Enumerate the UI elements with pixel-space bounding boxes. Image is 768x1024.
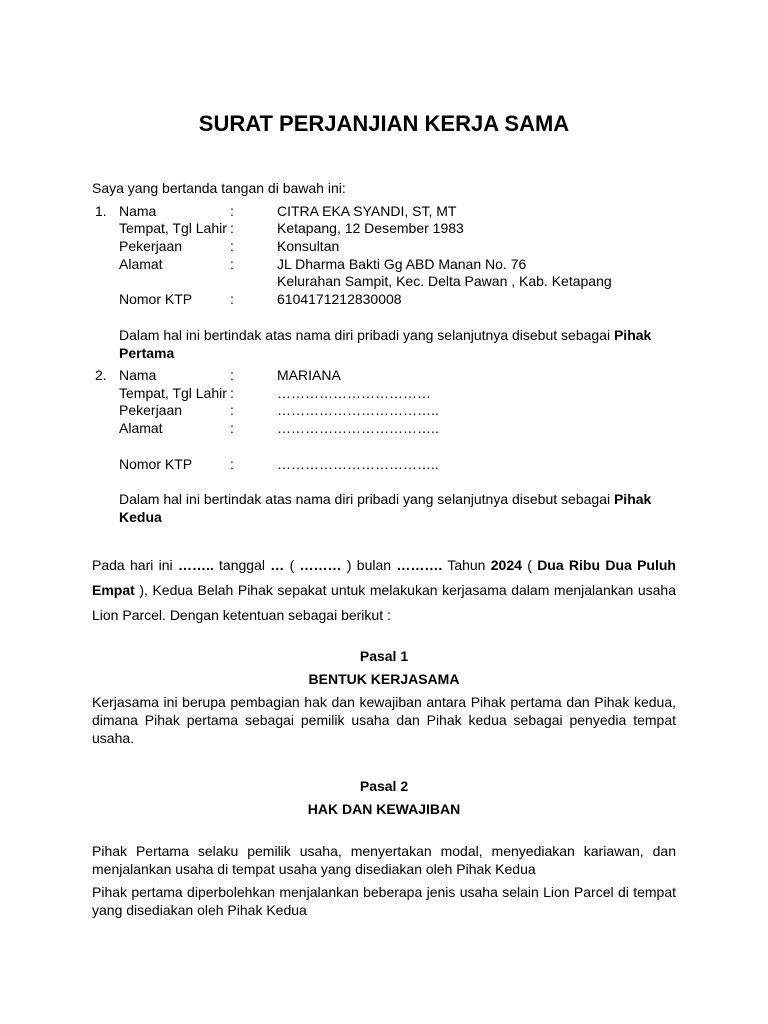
pasal-1-body: Kerjasama ini berupa pembagian hak dan kewajiban antara Pihak pertama dan Pihak kedua, dimana Pihak pertama sebagai pemilik usaha dan Pihak kedua sebagai penyedia tempat usaha. [92, 694, 676, 746]
party-1-birth-colon: : [230, 220, 234, 236]
party-2-address-label: Alamat [119, 420, 163, 436]
party-1-birth-label: Tempat, Tgl Lahir [119, 220, 227, 236]
party-2-birth-label: Tempat, Tgl Lahir [119, 385, 227, 401]
party-2-job-colon: : [230, 402, 234, 418]
party-1-birth-value: Ketapang, 12 Desember 1983 [277, 220, 464, 236]
party-2-ktp-label: Nomor KTP [119, 456, 193, 472]
party-2-statement: Dalam hal ini bertindak atas nama diri pribadi yang selanjutnya disebut sebagai Pihak Kedua [119, 491, 652, 525]
pasal-2-body-1: Pihak Pertama selaku pemilik usaha, menyertakan modal, menyediakan kariawan, dan menjalankan usaha di tempat usaha yang disediakan oleh Pihak Kedua [92, 843, 676, 877]
party-1-name-colon: : [230, 203, 234, 219]
party-2-ktp-value: …………………………….. [277, 456, 439, 472]
party-1-statement: Dalam hal ini bertindak atas nama diri pribadi yang selanjutnya disebut sebagai Pihak Pertama [119, 327, 652, 361]
opening-paragraph: Pada hari ini …….. tanggal … ( ……… ) bulan ………. Tahun 2024 ( Dua Ribu Dua Puluh Empat ), Kedua Belah Pihak sepakat untuk melakukan kerjasama dalam menjalankan usaha Lion Parcel. Dengan ketentuan sebagai berikut : [92, 557, 676, 623]
party-2-number: 2. [95, 367, 107, 383]
party-2-job-value: …………………………….. [277, 402, 439, 418]
pasal-1-subheading: BENTUK KERJASAMA [308, 671, 460, 687]
party-2-name-colon: : [230, 367, 234, 383]
party-2-job-label: Pekerjaan [119, 402, 183, 418]
party-1-job-label: Pekerjaan [119, 238, 183, 254]
party-1-address-colon: : [230, 256, 234, 272]
pasal-1-heading: Pasal 1 [359, 648, 409, 664]
party-1-address-value: JL Dharma Bakti Gg ABD Manan No. 76 [277, 256, 527, 272]
party-1-job-colon: : [230, 238, 234, 254]
party-1-ktp-colon: : [230, 291, 234, 307]
party-1-name-value: CITRA EKA SYANDI, ST, MT [277, 203, 457, 219]
party-2-name-label: Nama [119, 367, 157, 383]
party-2-birth-colon: : [230, 385, 234, 401]
pasal-2-subheading: HAK DAN KEWAJIBAN [307, 801, 461, 817]
party-2-ktp-colon: : [230, 456, 234, 472]
party-1-name-label: Nama [119, 203, 157, 219]
intro-text: Saya yang bertanda tangan di bawah ini: [92, 180, 346, 196]
party-1-ktp-label: Nomor KTP [119, 291, 193, 307]
party-2-role: Pihak Kedua [119, 491, 652, 525]
party-1-address-line2: Kelurahan Sampit, Kec. Delta Pawan , Kab. Ketapang [277, 273, 612, 289]
party-1-role: Pihak Pertama [119, 327, 652, 361]
party-2-name-value: MARIANA [277, 367, 341, 383]
party-1-job-value: Konsultan [277, 238, 340, 254]
party-2-birth-value: …………………………… [277, 385, 431, 401]
party-1-ktp-value: 6104171212830008 [277, 291, 402, 307]
party-1-number: 1. [95, 203, 107, 219]
party-2-address-colon: : [230, 420, 234, 436]
pasal-2-body-2: Pihak pertama diperbolehkan menjalankan beberapa jenis usaha selain Lion Parcel di tempat yang disediakan oleh Pihak Kedua [92, 884, 676, 918]
pasal-2-heading: Pasal 2 [359, 778, 409, 794]
party-2-address-value: …………………………….. [277, 420, 439, 436]
party-1-address-label: Alamat [119, 256, 163, 272]
document-title: SURAT PERJANJIAN KERJA SAMA [198, 111, 570, 136]
